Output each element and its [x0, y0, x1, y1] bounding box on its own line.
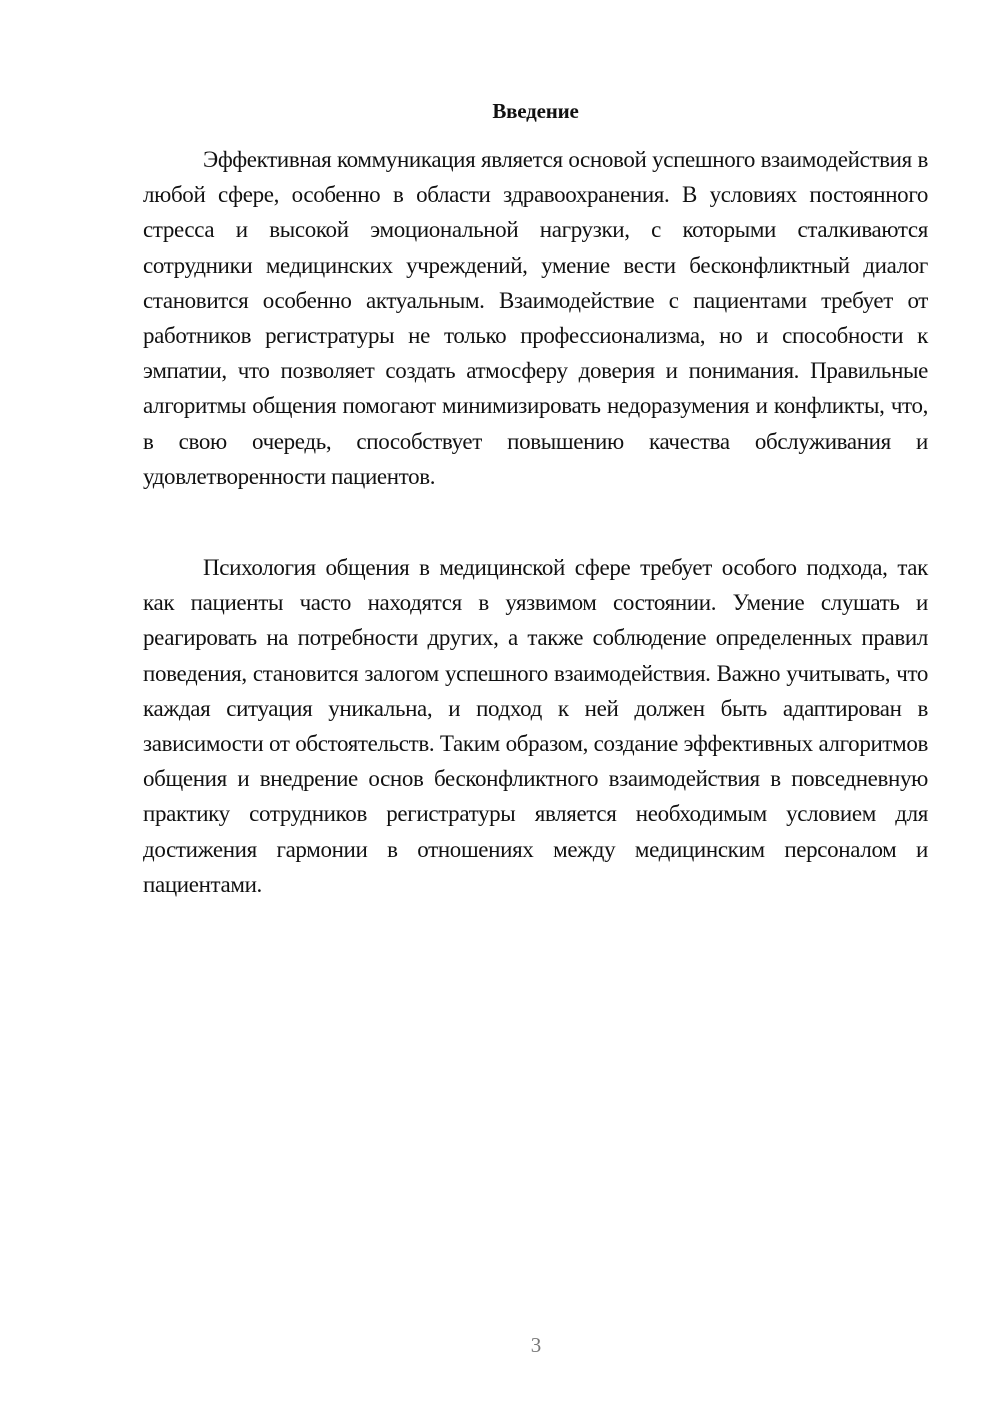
section-heading: Введение [492, 99, 579, 123]
page-number: 3 [530, 1333, 542, 1357]
paragraph-2: Психология общения в медицинской сфере требует особого подхода, так как пациенты часто находятся в уязвимом состоянии. Умение слушать и реагировать на потребности других, а также соблюдение определенных правил поведения, становится залогом успешного взаимодействия. Важно учитывать, что каждая ситуация уникальна, и подход к ней должен быть адаптирован в зависимости от обстоятельств. Таким образом, создание эффективных алгоритмов общения и внедрение основ бесконфликтного взаимодействия в повседневную практику сотрудников регистратуры является необходимым условием для достижения гармонии в отношениях между медицинским персоналом и пациентами. [143, 555, 928, 897]
paragraph-1: Эффективная коммуникация является основой успешного взаимодействия в любой сфере, особенно в области здравоохранения. В условиях постоянного стресса и высокой эмоциональной нагрузки, с которыми сталкиваются сотрудники медицинских учреждений, умение вести бесконфликтный диалог становится особенно актуальным. Взаимодействие с пациентами требует от работников регистратуры не только профессионализма, но и способности к эмпатии, что позволяет создать атмосферу доверия и понимания. Правильные алгоритмы общения помогают минимизировать недоразумения и конфликты, что, в свою очередь, способствует повышению качества обслуживания и удовлетворенности пациентов. [143, 147, 928, 489]
